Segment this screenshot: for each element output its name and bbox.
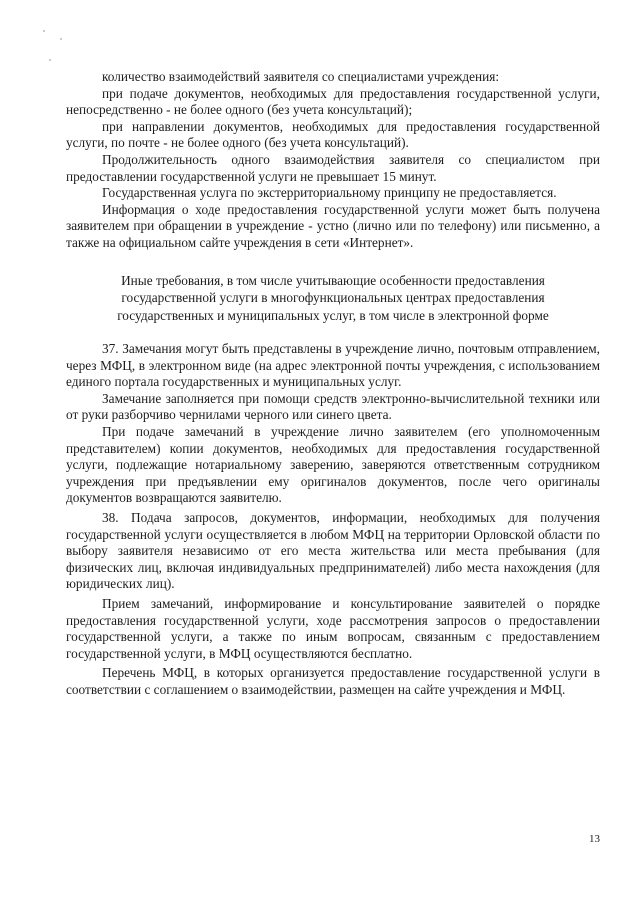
paragraph-37-copies: При подаче замечаний в учреждение лично заявителем (его уполномоченным представителем) копии документов, необходимых для предоставления государственной услуги, подлежащие нотариальному заверению, заверяются ответственным сотрудником учреждения при предъявлении ему оригиналов документов, после чего оригиналы документов возвращаются заявителю. xyxy=(66,424,600,506)
paragraph-duration: Продолжительность одного взаимодействия заявителя со специалистом при предоставлении государственной услуги не превышает 15 минут. xyxy=(66,151,600,184)
paragraph-submit-mail: при направлении документов, необходимых для предоставления государственной услуги, по почте - не более одного (без учета консультаций). xyxy=(66,118,600,151)
paragraph-extraterritorial: Государственная услуга по экстерриториальному принципу не предоставляется. xyxy=(102,185,557,201)
document-body xyxy=(66,69,600,699)
heading-line: государственной услуги в многофункциональных центрах предоставления xyxy=(121,290,545,306)
paragraph-progress-info: Информация о ходе предоставления государственной услуги может быть получена заявителем при обращении в учреждение - устно (лично или по телефону) или письменно, а также на официальном сайте учреждения в сети «Интернет». xyxy=(66,201,600,250)
scan-speck xyxy=(60,38,62,40)
heading-line: государственных и муниципальных услуг, в том числе в электронной форме xyxy=(117,307,549,323)
scan-speck xyxy=(49,59,51,61)
paragraph-38: 38. Подача запросов, документов, информации, необходимых для получения государственной услуги осуществляется в любом МФЦ на территории Орловской области по выбору заявителя независимо от его места жительства или места пребывания (для физических лиц, включая индивидуальных предпринимателей) либо места нахождения (для юридических лиц). xyxy=(66,509,600,592)
heading-line: Иные требования, в том числе учитывающие особенности предоставления xyxy=(121,272,545,288)
paragraph-37: 37. Замечания могут быть представлены в учреждение лично, почтовым отправлением, через МФЦ, в электронном виде (на адрес электронной почты учреждения, с использованием единого портала государственных и муниципальных услуг. xyxy=(66,341,600,390)
scan-speck xyxy=(43,30,45,32)
page-number: 13 xyxy=(589,833,600,845)
paragraph-38-mfc-list: Перечень МФЦ, в которых организуется предоставление государственной услуги в соответствии с соглашением о взаимодействии, размещен на сайте учреждения и МФЦ. xyxy=(66,665,600,697)
paragraph-interactions: количество взаимодействий заявителя со специалистами учреждения: xyxy=(102,69,500,84)
paragraph-38-consulting: Прием замечаний, информирование и консультирование заявителей о порядке предоставления государственной услуги, ходе рассмотрения запросов о предоставлении государственной услуги, а также по иным вопросам, связанным с предоставлением государственной услуги, в МФЦ осуществляются бесплатно. xyxy=(66,595,600,661)
section-heading xyxy=(66,272,600,325)
paragraph-submit-direct: при подаче документов, необходимых для предоставления государственной услуги, непосредственно - не более одного (без учета консультаций); xyxy=(66,85,600,118)
paragraph-37-fill: Замечание заполняется при помощи средств электронно-вычислительной техники или от руки разборчиво чернилами черного или синего цвета. xyxy=(66,390,600,423)
